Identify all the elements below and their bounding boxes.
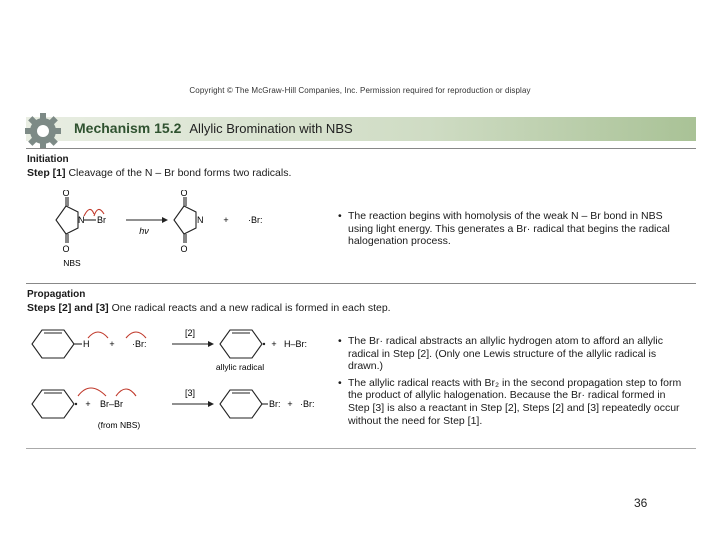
initiation-scheme <box>26 190 326 272</box>
propagation-heading: Propagation <box>27 289 86 300</box>
bromine-radical: ·Br: <box>248 215 263 225</box>
plus-sign: + <box>287 399 293 409</box>
nbs-oxygen-top: O <box>62 190 70 198</box>
initiation-heading: Initiation <box>27 154 69 165</box>
copyright-notice: Copyright © The McGraw-Hill Companies, Inc. Permission required for reproduction or display <box>189 86 531 95</box>
mechanism-subtitle: Allylic Bromination with NBS <box>189 121 353 136</box>
product-oxygen-top: O <box>180 190 188 198</box>
allylic-radical-label: allylic radical <box>215 362 265 372</box>
initiation-bullet: • The reaction begins with homolysis of the weak N – Br bond in NBS using light energy. This generates a Br· radical that begins the radical halogenation process. <box>338 210 688 248</box>
propagation-bullet-2: • The allylic radical reacts with Br₂ in the second propagation step to form the product of allylic halogenation. Because the Br· radical formed in Step [3] is also a reactant in Step [2], Steps [2] and [3] repeatedly occur without the need for Step [1]. <box>338 377 688 427</box>
plus-sign: + <box>85 399 91 409</box>
mechanism-banner <box>26 117 696 141</box>
propagation-notes <box>338 335 688 431</box>
banner-title <box>74 120 353 136</box>
nbs-label: NBS <box>63 258 81 268</box>
light-condition: hν <box>139 226 149 236</box>
bromine-molecule: Br–Br <box>100 399 124 409</box>
bromine-product: Br: <box>269 399 281 409</box>
product-oxygen-bottom: O <box>180 244 188 254</box>
bromine-radical-product: ·Br: <box>300 399 315 409</box>
nbs-nitrogen: N <box>78 215 85 225</box>
step-1-label: Step [1] <box>27 167 66 179</box>
nbs-bromine: Br <box>97 215 106 225</box>
initiation-notes <box>338 210 688 252</box>
product-nitrogen: N <box>197 215 204 225</box>
homolysis-arrow-1 <box>84 209 94 216</box>
steps-2-3-label: Steps [2] and [3] <box>27 302 109 314</box>
step-3-label: [3] <box>184 388 196 398</box>
divider <box>26 148 696 149</box>
plus-sign: + <box>109 339 115 349</box>
hydrogen-bromide: H–Br: <box>284 339 308 349</box>
gear-icon <box>22 110 64 152</box>
propagation-scheme <box>26 322 326 434</box>
nbs-oxygen-bottom: O <box>62 244 70 254</box>
step-2-label: [2] <box>184 328 196 338</box>
divider <box>26 448 696 449</box>
step-1-line <box>27 167 291 179</box>
steps-2-3-text: One radical reacts and a new radical is formed in each step. <box>111 302 391 314</box>
allylic-hydrogen: H <box>83 339 90 349</box>
step-1-text: Cleavage of the N – Br bond forms two radicals. <box>68 167 292 179</box>
page-number: 36 <box>634 496 648 510</box>
plus-sign: + <box>271 339 277 349</box>
steps-2-3-line <box>27 302 391 314</box>
divider <box>26 283 696 284</box>
propagation-bullet-1: • The Br· radical abstracts an allylic hydrogen atom to afford an allylic radical in Step [2]. (Only one Lewis structure of the allylic radical is drawn.) <box>338 335 688 373</box>
plus-sign: + <box>223 215 229 225</box>
bromine-radical-reactant: ·Br: <box>132 339 147 349</box>
from-nbs-label: (from NBS) <box>97 420 141 430</box>
mechanism-number: Mechanism 15.2 <box>74 120 182 136</box>
